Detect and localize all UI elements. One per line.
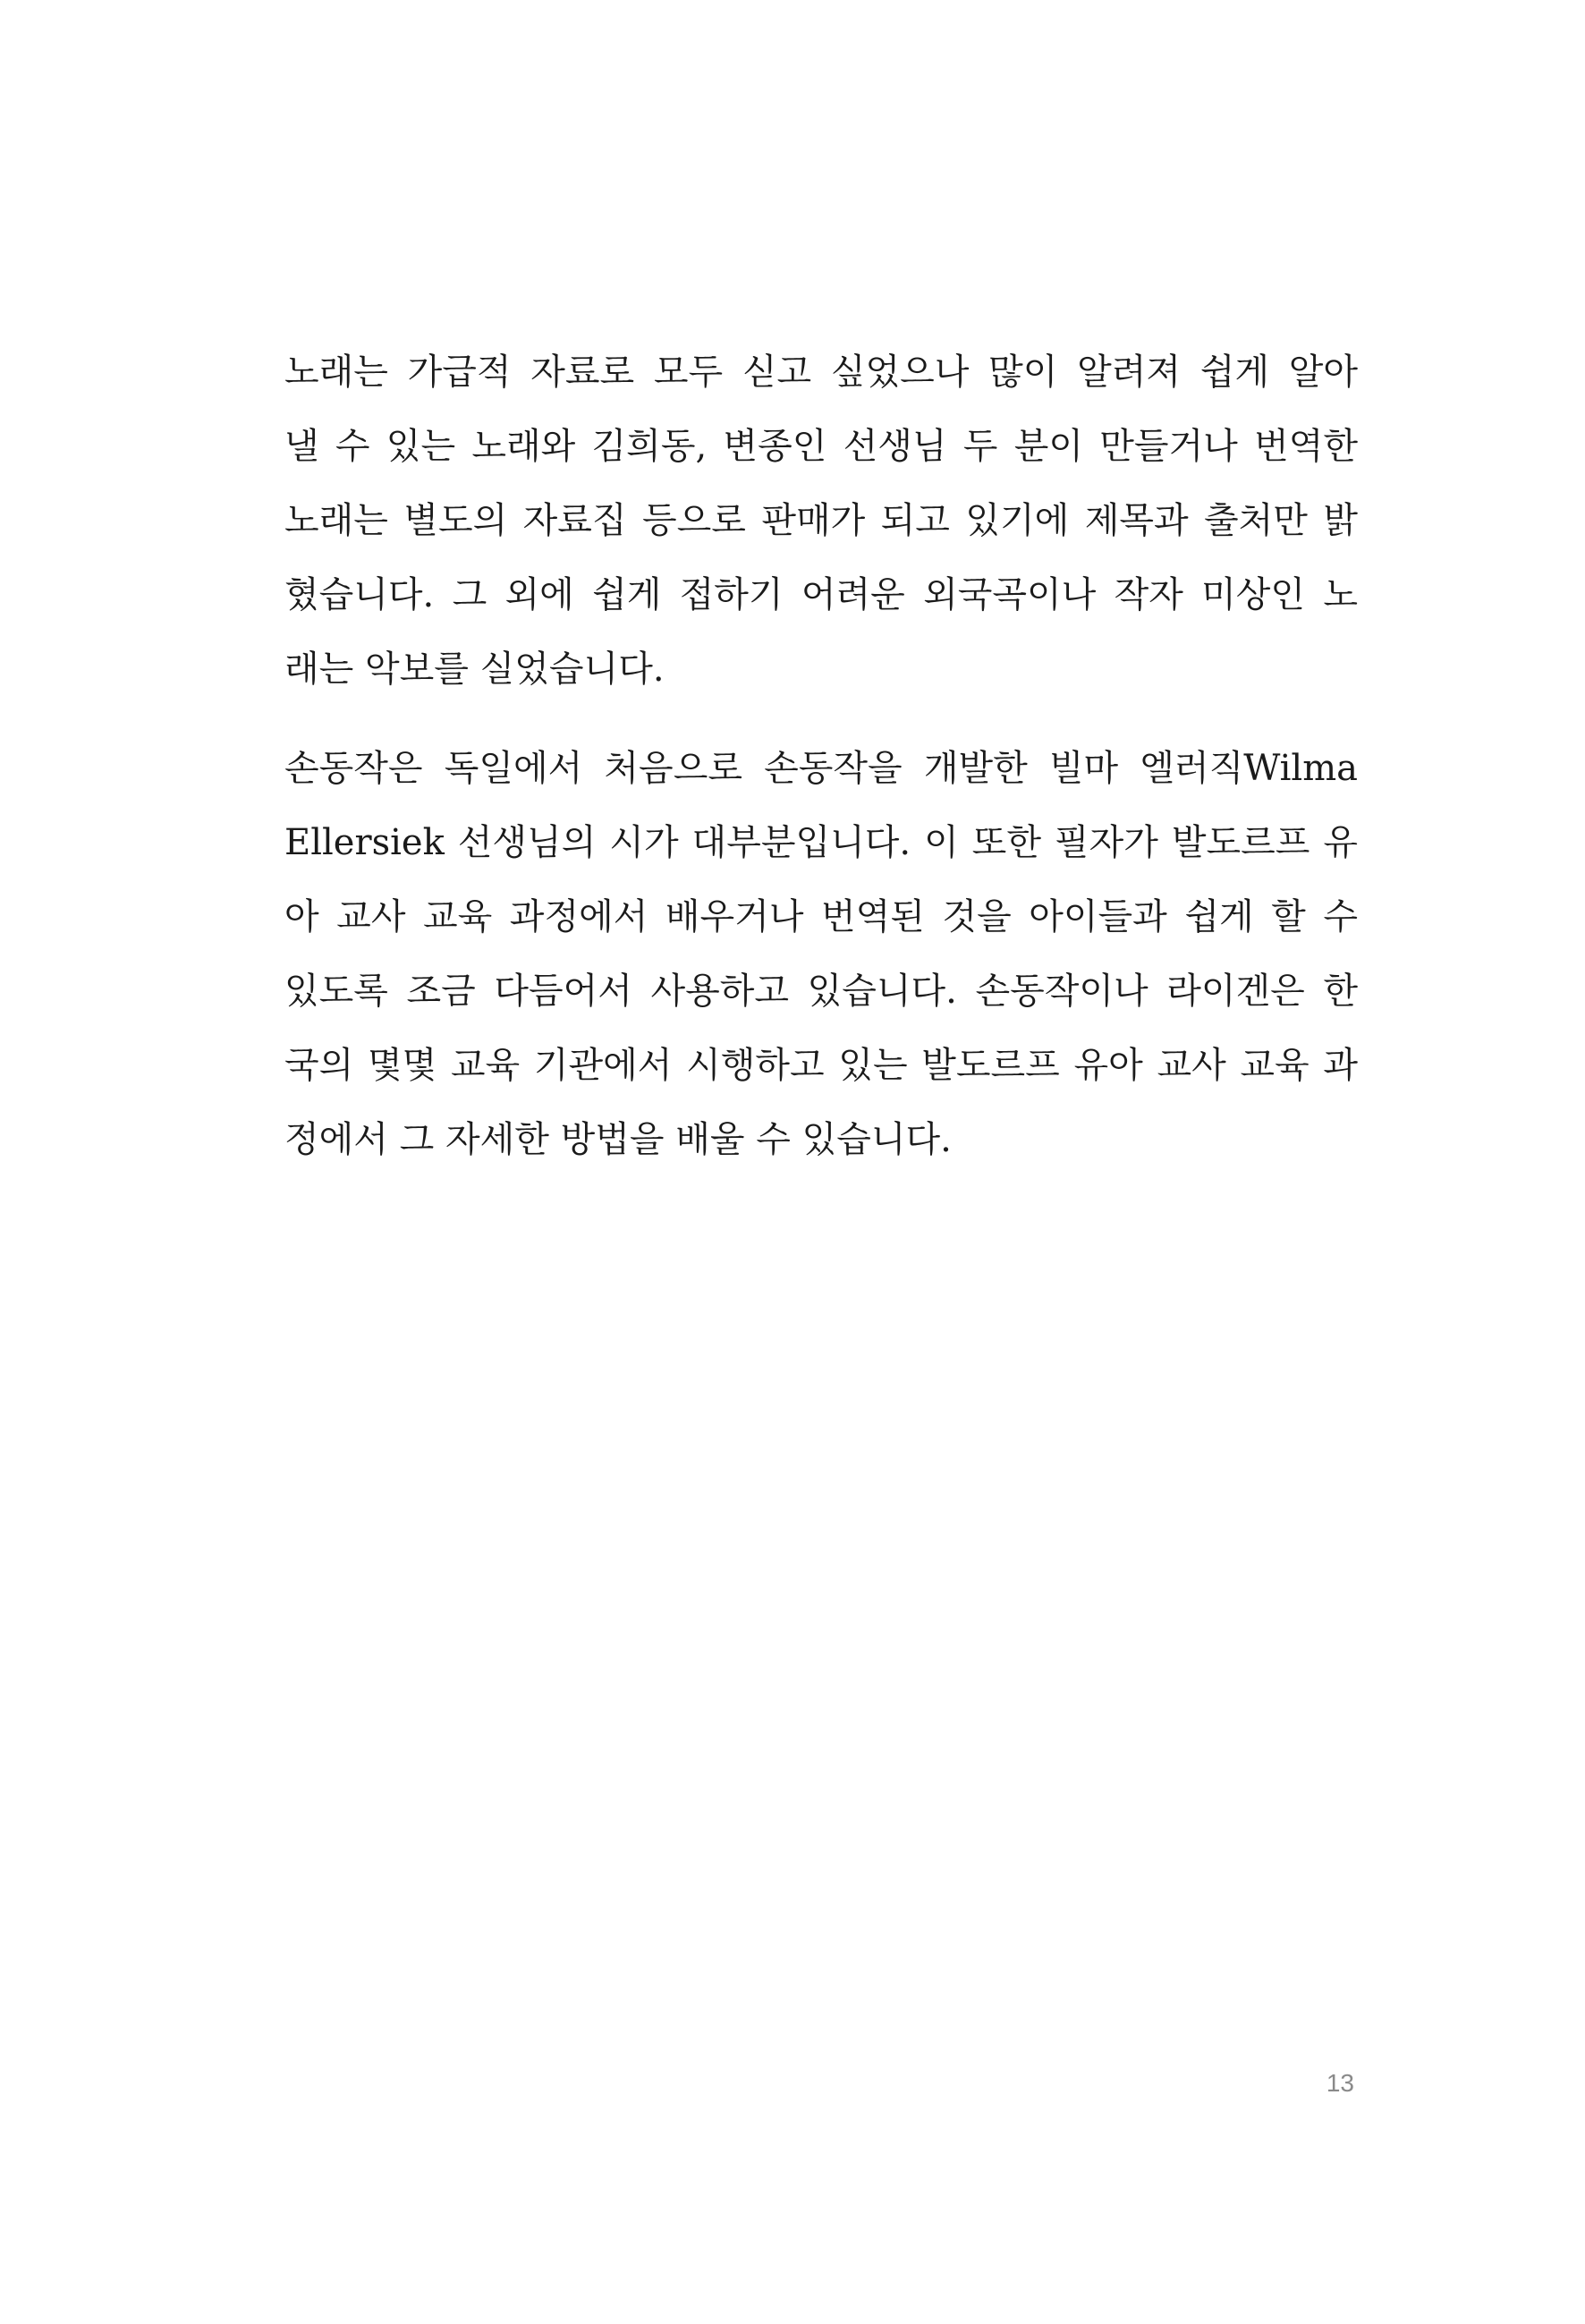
paragraph-line: 노래는 별도의 자료집 등으로 판매가 되고 있기에 제목과 출처만 밝 xyxy=(284,500,1358,541)
paragraph-line: 노래는 가급적 자료로 모두 싣고 싶었으나 많이 알려져 쉽게 알아 xyxy=(284,352,1358,393)
paragraph-line: 국의 몇몇 교육 기관에서 시행하고 있는 발도르프 유아 교사 교육 과 xyxy=(284,1045,1358,1086)
paragraph-line: 있도록 조금 다듬어서 사용하고 있습니다. 손동작이나 라이겐은 한 xyxy=(284,971,1358,1012)
paragraph-line: 아 교사 교육 과정에서 배우거나 번역된 것을 아이들과 쉽게 할 수 xyxy=(284,896,1358,937)
paragraph-line: Ellersiek 선생님의 시가 대부분입니다. 이 또한 필자가 발도르프 유 xyxy=(284,822,1358,863)
page-number: 13 xyxy=(1326,2069,1354,2097)
paragraph-line: 정에서 그 자세한 방법을 배울 수 있습니다. xyxy=(284,1119,952,1160)
paragraph-line: 래는 악보를 실었습니다. xyxy=(284,649,665,690)
paragraph-line: 손동작은 독일에서 처음으로 손동작을 개발한 빌마 엘러직Wilma xyxy=(284,748,1358,789)
paragraph-line: 낼 수 있는 노래와 김희동, 변종인 선생님 두 분이 만들거나 번역한 xyxy=(284,426,1358,467)
paragraph-line: 혔습니다. 그 외에 쉽게 접하기 어려운 외국곡이나 작자 미상인 노 xyxy=(284,574,1358,615)
paragraph-songs xyxy=(284,335,1358,707)
paragraph-hand-gestures xyxy=(284,732,1358,1177)
